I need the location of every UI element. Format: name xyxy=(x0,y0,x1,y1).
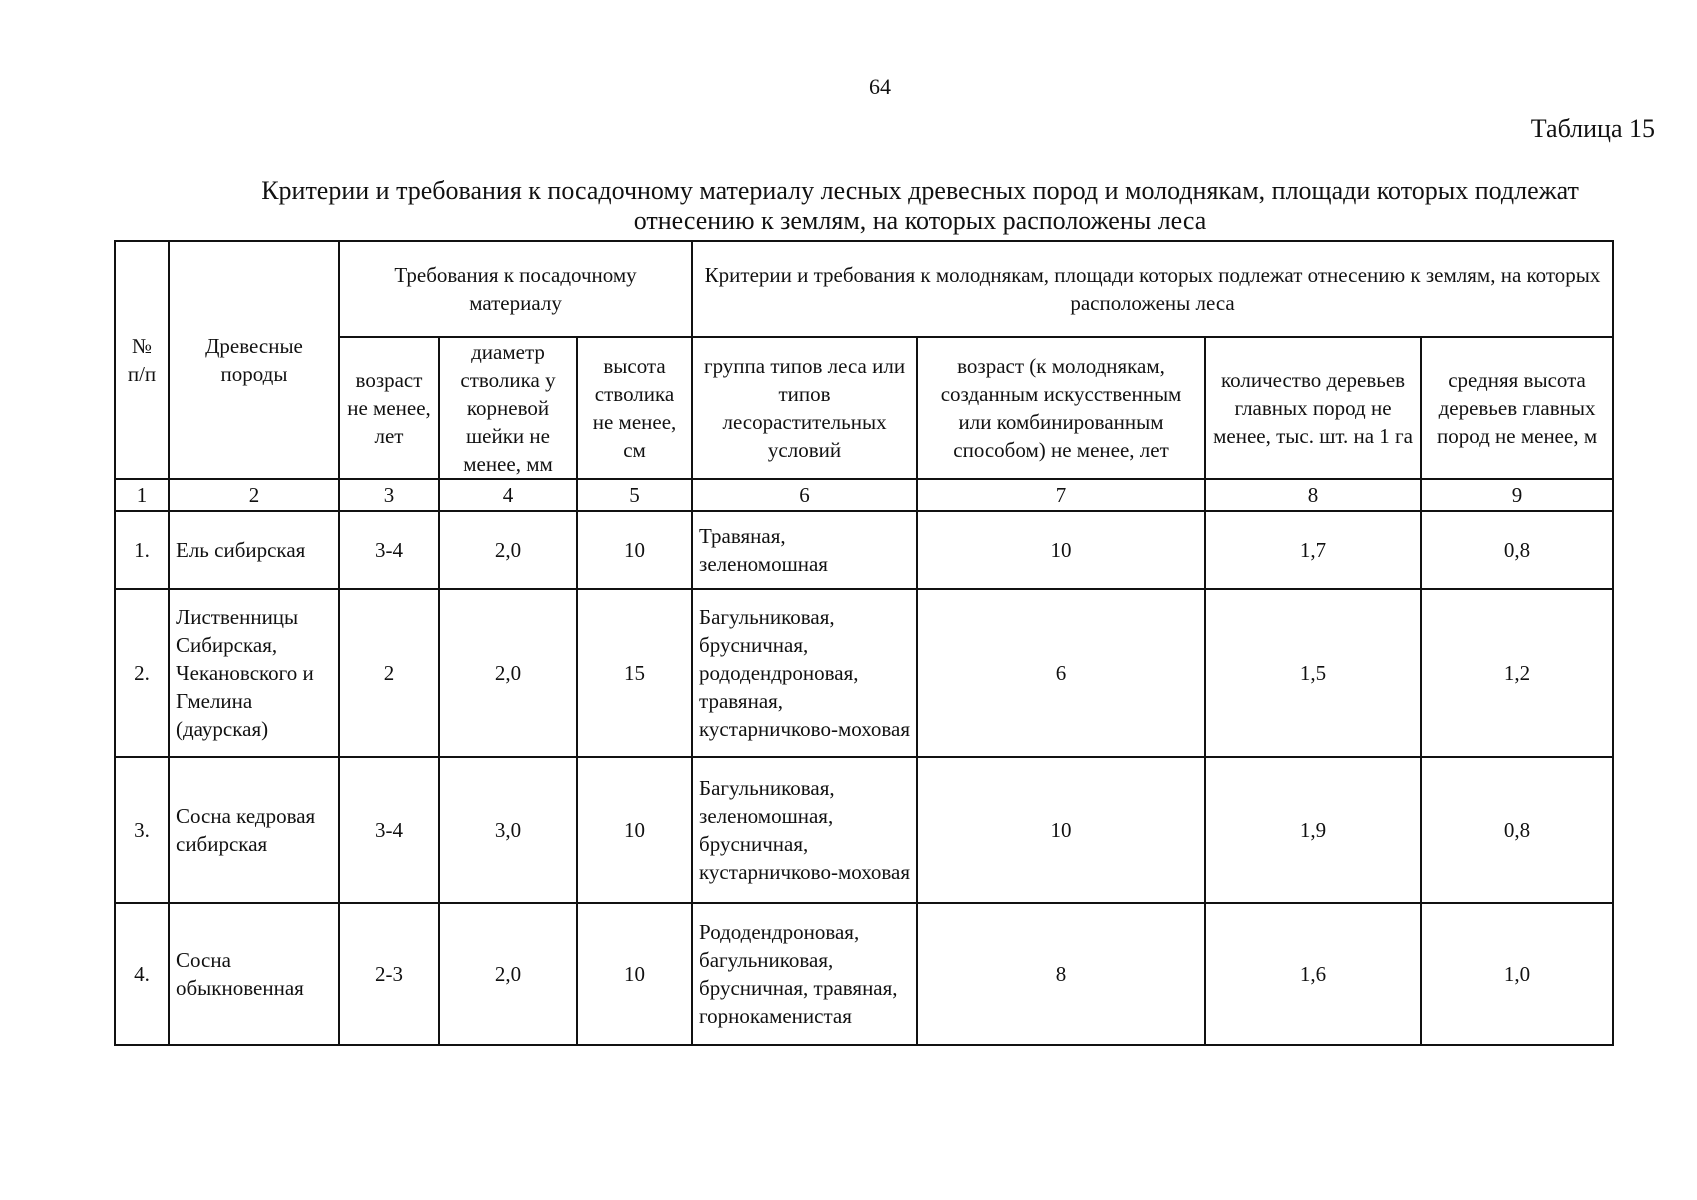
table-title xyxy=(190,176,1650,236)
row-young-age: 6 xyxy=(917,589,1205,757)
row-young-age: 10 xyxy=(917,511,1205,589)
column-number: 6 xyxy=(692,479,917,511)
title-line-2: отнесению к землям, на которых расположены леса xyxy=(633,206,1207,235)
row-diameter: 2,0 xyxy=(439,903,577,1045)
row-diameter: 2,0 xyxy=(439,589,577,757)
row-avg-height: 1,0 xyxy=(1421,903,1613,1045)
row-height: 15 xyxy=(577,589,692,757)
row-age: 3-4 xyxy=(339,511,439,589)
column-number: 7 xyxy=(917,479,1205,511)
header-age: возраст не менее, лет xyxy=(339,337,439,479)
header-avg-height: средняя высота деревьев главных пород не менее, м xyxy=(1421,337,1613,479)
row-height: 10 xyxy=(577,903,692,1045)
table-row xyxy=(115,589,1613,757)
row-avg-height: 0,8 xyxy=(1421,511,1613,589)
header-young-age: возраст (к молоднякам, созданным искусственным или комбинированным способом) не менее, лет xyxy=(917,337,1205,479)
header-tree-count: количество деревьев главных пород не менее, тыс. шт. на 1 га xyxy=(1205,337,1421,479)
table-label: Таблица 15 xyxy=(1530,114,1655,143)
row-forest-type: Рододендроновая, багульниковая, брусничная, травяная, горнокаменистая xyxy=(692,903,917,1045)
row-diameter: 3,0 xyxy=(439,757,577,903)
table-row xyxy=(115,511,1613,589)
column-number: 1 xyxy=(115,479,169,511)
row-diameter: 2,0 xyxy=(439,511,577,589)
header-height: высота стволика не менее, см xyxy=(577,337,692,479)
row-young-age: 8 xyxy=(917,903,1205,1045)
column-number: 9 xyxy=(1421,479,1613,511)
row-species: Ель сибирская xyxy=(169,511,339,589)
column-number: 8 xyxy=(1205,479,1421,511)
row-num: 3. xyxy=(115,757,169,903)
row-species: Сосна кедровая сибирская xyxy=(169,757,339,903)
row-age: 2 xyxy=(339,589,439,757)
row-tree-count: 1,9 xyxy=(1205,757,1421,903)
header-num: № п/п xyxy=(115,241,169,479)
row-forest-type: Багульниковая, зеленомошная, брусничная, кустарничково-моховая xyxy=(692,757,917,903)
row-tree-count: 1,5 xyxy=(1205,589,1421,757)
row-species: Сосна обыкновенная xyxy=(169,903,339,1045)
column-number: 4 xyxy=(439,479,577,511)
header-row-2 xyxy=(115,337,1613,479)
header-young-stands: Критерии и требования к молоднякам, площади которых подлежат отнесению к землям, на которых расположены леса xyxy=(692,241,1613,337)
row-age: 2-3 xyxy=(339,903,439,1045)
page-number: 64 xyxy=(869,74,891,99)
column-number: 2 xyxy=(169,479,339,511)
row-avg-height: 0,8 xyxy=(1421,757,1613,903)
row-height: 10 xyxy=(577,511,692,589)
header-diameter: диаметр стволика у корневой шейки не менее, мм xyxy=(439,337,577,479)
row-species: Лиственницы Сибирская, Чекановского и Гмелина (даурская) xyxy=(169,589,339,757)
row-forest-type: Багульниковая, брусничная, рододендроновая, травяная, кустарничково-моховая xyxy=(692,589,917,757)
row-avg-height: 1,2 xyxy=(1421,589,1613,757)
column-number-row xyxy=(115,479,1613,511)
row-num: 2. xyxy=(115,589,169,757)
row-tree-count: 1,6 xyxy=(1205,903,1421,1045)
header-row-1 xyxy=(115,241,1613,337)
column-number: 5 xyxy=(577,479,692,511)
row-num: 4. xyxy=(115,903,169,1045)
column-number: 3 xyxy=(339,479,439,511)
table-row xyxy=(115,903,1613,1045)
title-line-1: Критерии и требования к посадочному материалу лесных древесных пород и молоднякам, площади которых подлежат xyxy=(261,176,1579,205)
row-height: 10 xyxy=(577,757,692,903)
row-forest-type: Травяная, зеленомошная xyxy=(692,511,917,589)
header-species: Древесные породы xyxy=(169,241,339,479)
table-row xyxy=(115,757,1613,903)
row-young-age: 10 xyxy=(917,757,1205,903)
header-forest-type: группа типов леса или типов лесорастительных условий xyxy=(692,337,917,479)
row-num: 1. xyxy=(115,511,169,589)
header-planting-material: Требования к посадочному материалу xyxy=(339,241,692,337)
row-tree-count: 1,7 xyxy=(1205,511,1421,589)
row-age: 3-4 xyxy=(339,757,439,903)
criteria-table xyxy=(114,240,1614,1046)
